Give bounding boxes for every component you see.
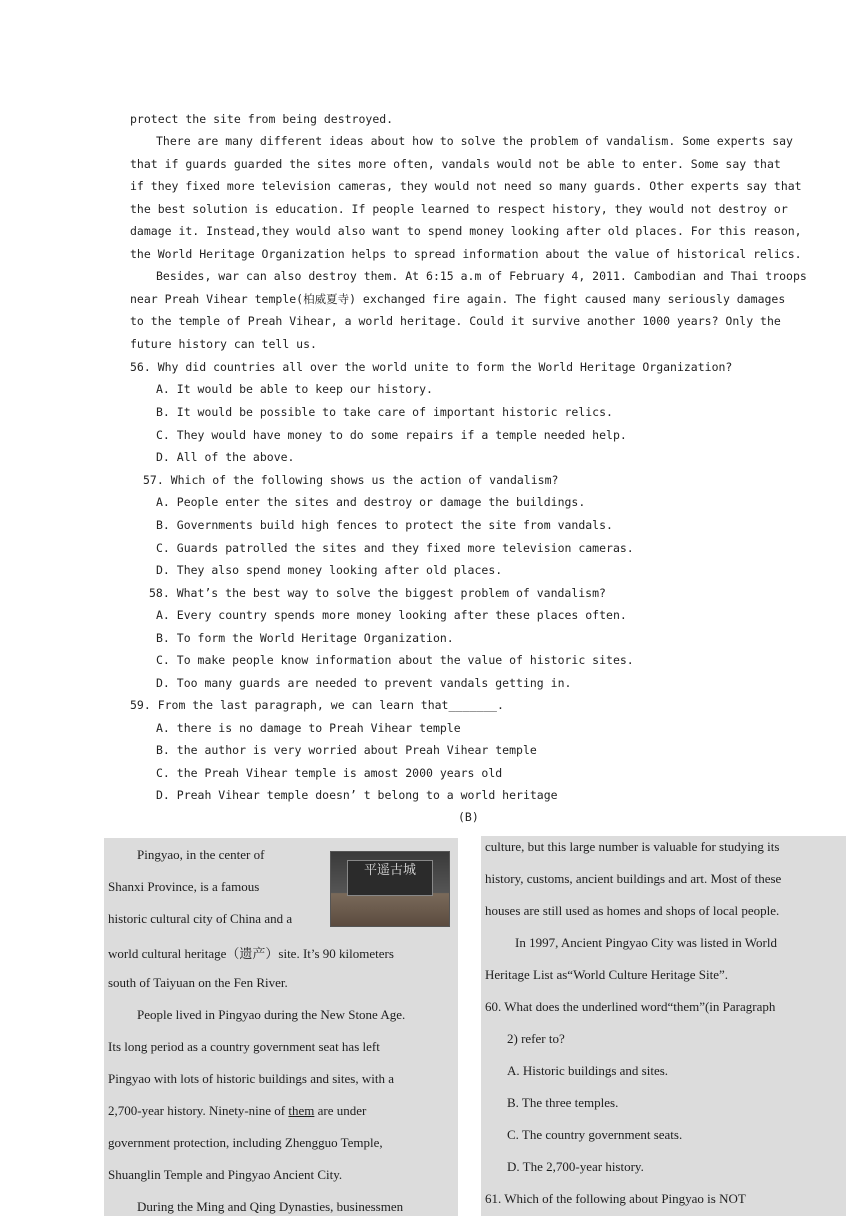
- question-57-option-c[interactable]: C. Guards patrolled the sites and they fixed more television cameras.: [156, 541, 634, 555]
- question-57-option-b[interactable]: B. Governments build high fences to protect the site from vandals.: [156, 518, 613, 532]
- text-fragment: are under: [314, 1103, 367, 1118]
- question-59-option-a[interactable]: A. there is no damage to Preah Vihear temple: [156, 721, 461, 735]
- text-line: Heritage List as“World Culture Heritage Site”.: [485, 967, 728, 982]
- question-61-stem: 61. Which of the following about Pingyao is NOT: [485, 1191, 746, 1206]
- text-line: historic cultural city of China and a: [108, 911, 293, 926]
- text-line: the best solution is education. If people learned to respect history, they would not destroy or: [130, 201, 788, 216]
- photo-caption: 平遥古城: [363, 863, 416, 878]
- question-59-option-d[interactable]: D. Preah Vihear temple doesn’ t belong to a world heritage: [156, 788, 558, 802]
- text-line: if they fixed more television cameras, they would not need so many guards. Other experts say that: [130, 179, 802, 194]
- question-59-option-b[interactable]: B. the author is very worried about Preah Vihear temple: [156, 743, 537, 757]
- question-59-option-c[interactable]: C. the Preah Vihear temple is amost 2000 years old: [156, 766, 503, 780]
- text-line: south of Taiyuan on the Fen River.: [108, 975, 288, 990]
- question-56-option-d[interactable]: D. All of the above.: [156, 450, 295, 464]
- question-57-stem: 57. Which of the following shows us the action of vandalism?: [143, 473, 559, 487]
- question-60-stem: 60. What does the underlined word“them”(in Paragraph: [485, 999, 776, 1014]
- text-line: that if guards guarded the sites more often, vandals would not be able to enter. Some say that: [130, 156, 781, 171]
- question-56-stem: 56. Why did countries all over the world unite to form the World Heritage Organization?: [130, 360, 733, 374]
- text-line: In 1997, Ancient Pingyao City was listed in World: [515, 935, 777, 950]
- question-58-option-d[interactable]: D. Too many guards are needed to prevent vandals getting in.: [156, 676, 572, 690]
- question-60-option-c[interactable]: C. The country government seats.: [507, 1127, 683, 1142]
- text-line: People lived in Pingyao during the New Stone Age.: [137, 1007, 406, 1022]
- question-58-option-c[interactable]: C. To make people know information about the value of historic sites.: [156, 653, 634, 667]
- paragraph-solutions: [130, 130, 802, 266]
- text-line: culture, but this large number is valuable for studying its: [485, 839, 780, 854]
- section-label: (B): [458, 810, 479, 824]
- question-57-option-a[interactable]: A. People enter the sites and destroy or damage the buildings.: [156, 495, 586, 509]
- text-line: the World Heritage Organization helps to spread information about the value of historical relics.: [130, 246, 802, 261]
- passage-b-right-column: [481, 836, 846, 1216]
- text-line: damage it. Instead,they would also want to spend money looking after old places. For this reason,: [130, 224, 802, 239]
- text-line: During the Ming and Qing Dynasties, businessmen: [137, 1199, 404, 1214]
- text-line: future history can tell us.: [130, 336, 317, 351]
- text-line: Pingyao with lots of historic buildings and sites, with a: [108, 1071, 394, 1086]
- question-56-option-c[interactable]: C. They would have money to do some repairs if a temple needed help.: [156, 428, 627, 442]
- text-line: Besides, war can also destroy them. At 6:15 a.m of February 4, 2011. Cambodian and Thai troops: [156, 269, 807, 283]
- question-58-option-a[interactable]: A. Every country spends more money looking after these places often.: [156, 608, 627, 622]
- text-line: near Preah Vihear temple(柏威夏寺) exchanged fire again. The fight caused many seriously damages: [130, 291, 786, 306]
- question-60-option-a[interactable]: A. Historic buildings and sites.: [507, 1063, 669, 1078]
- text-line: houses are still used as homes and shops of local people.: [485, 903, 780, 918]
- text-line: There are many different ideas about how to solve the problem of vandalism. Some experts say: [156, 134, 793, 148]
- text-fragment: 2,700-year history. Ninety-nine of: [108, 1103, 289, 1118]
- photo-plaque: [347, 860, 433, 896]
- text-line: Pingyao, in the center of: [137, 847, 265, 862]
- text-line: history, customs, ancient buildings and art. Most of these: [485, 871, 782, 886]
- pingyao-city-photo: [330, 851, 450, 927]
- question-56-option-a[interactable]: A. It would be able to keep our history.: [156, 382, 433, 396]
- text-line-with-underline: [108, 1103, 366, 1119]
- underlined-word-them: them: [288, 1103, 315, 1118]
- text-line: Shanxi Province, is a famous: [108, 879, 260, 894]
- text-line: world cultural heritage（遗产）site. It’s 90 kilometers: [108, 946, 394, 961]
- question-57-option-d[interactable]: D. They also spend money looking after old places.: [156, 563, 503, 577]
- question-60-option-d[interactable]: D. The 2,700-year history.: [507, 1159, 644, 1174]
- text-line: government protection, including Zhengguo Temple,: [108, 1135, 383, 1150]
- question-60-stem-cont: 2) refer to?: [507, 1031, 565, 1046]
- question-59-stem: 59. From the last paragraph, we can learn that_______.: [130, 698, 504, 712]
- paragraph-war: [130, 265, 807, 355]
- text-line: to the temple of Preah Vihear, a world heritage. Could it survive another 1000 years? Only the: [130, 314, 781, 329]
- question-56-option-b[interactable]: B. It would be possible to take care of important historic relics.: [156, 405, 613, 419]
- question-60-option-b[interactable]: B. The three temples.: [507, 1095, 619, 1110]
- question-58-stem: 58. What’s the best way to solve the biggest problem of vandalism?: [149, 586, 606, 600]
- text-line: Its long period as a country government seat has left: [108, 1039, 380, 1054]
- carry-line: protect the site from being destroyed.: [130, 112, 394, 126]
- text-line: Shuanglin Temple and Pingyao Ancient City.: [108, 1167, 343, 1182]
- question-58-option-b[interactable]: B. To form the World Heritage Organization.: [156, 631, 454, 645]
